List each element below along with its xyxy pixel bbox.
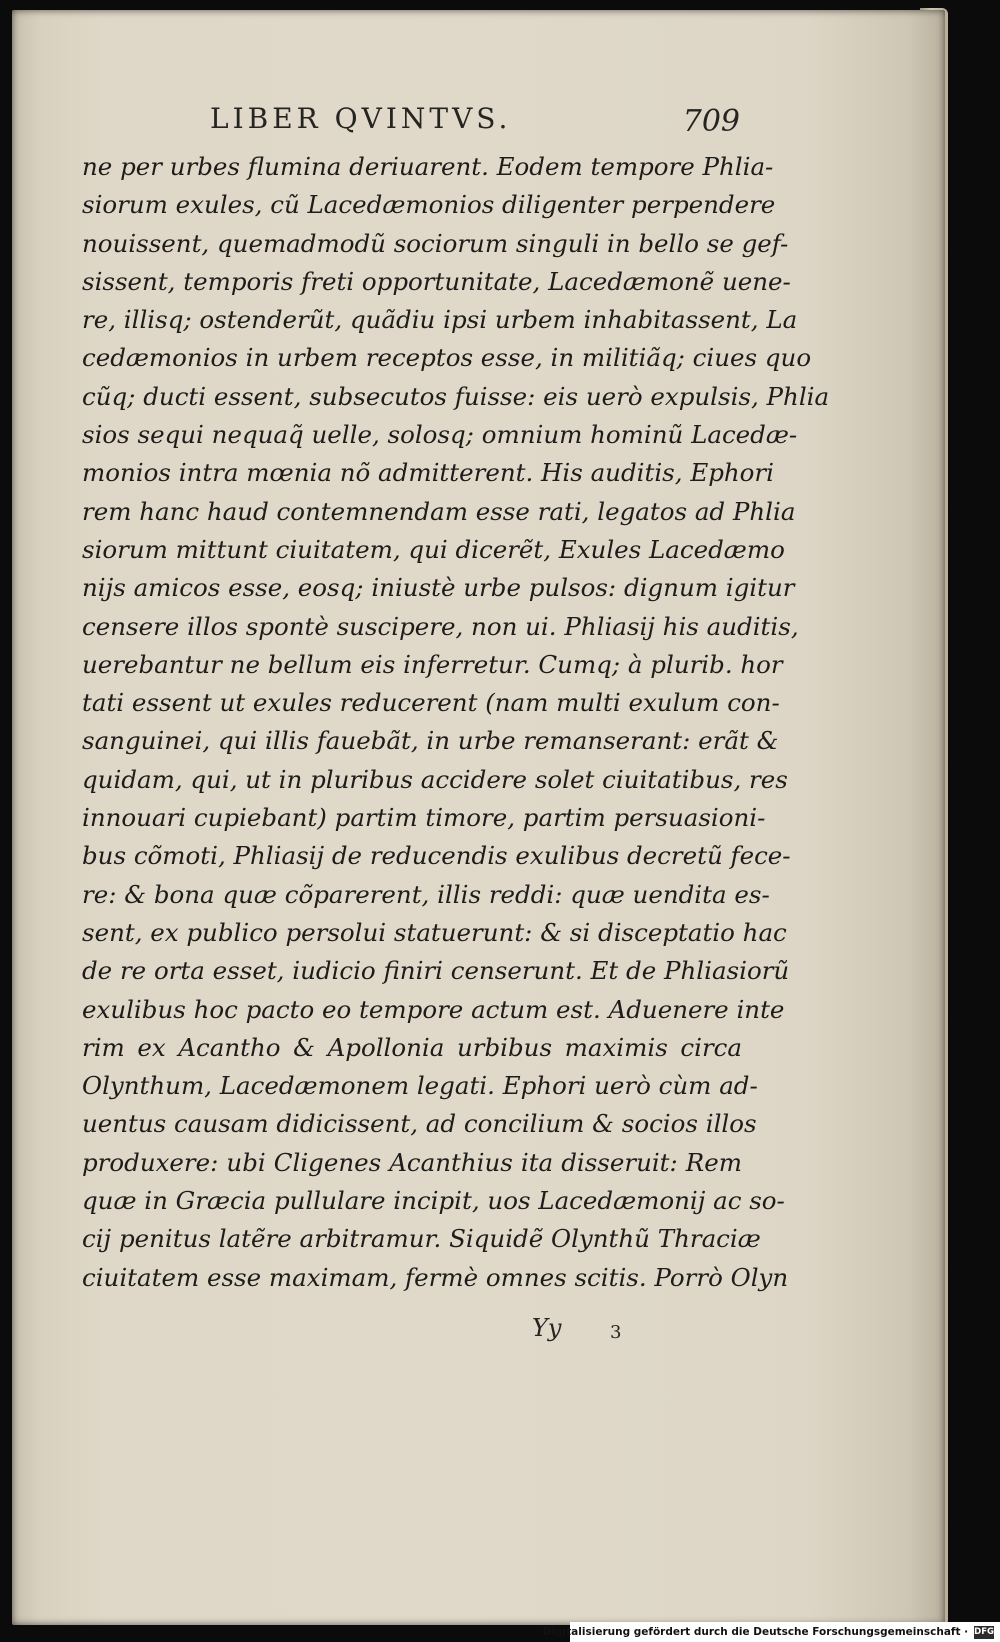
text-line: exulibus hoc pacto eo tempore actum est. Aduenere inte	[82, 994, 785, 1024]
text-line: cedæmonios in urbem receptos esse, in militiãq; ciues quo	[82, 343, 812, 373]
signature-number: 3	[610, 1322, 622, 1343]
text-line: cij penitus latẽre arbitramur. Siquidẽ Olynthũ Thraciæ	[82, 1224, 761, 1254]
text-line: siorum exules, cũ Lacedæmonios diligenter perpendere	[82, 190, 776, 220]
running-title: LIBER QVINTVS.	[210, 102, 512, 135]
text-line: censere illos spontè suscipere, non ui. Phliasij his auditis,	[82, 611, 799, 641]
signature-letters: Yy	[532, 1314, 562, 1342]
text-line: innouari cupiebant) partim timore, partim persuasioni-	[82, 803, 766, 833]
text-line: nijs amicos esse, eosq; iniustè urbe pulsos: dignum igitur	[82, 573, 795, 603]
text-line: rim ex Acantho & Apollonia urbibus maximis circa	[82, 1032, 742, 1062]
text-line: sios sequi nequaq̃ uelle, solosq; omnium hominũ Lacedæ-	[82, 420, 798, 450]
text-line: nouissent, quemadmodũ sociorum singuli in bello se gef-	[82, 228, 789, 258]
text-line: de re orta esset, iudicio finiri censerunt. Et de Phliasiorũ	[82, 956, 790, 986]
text-line: quidam, qui, ut in pluribus accidere solet ciuitatibus, res	[82, 764, 788, 794]
text-line: sent, ex publico persolui statuerunt: & si disceptatio hac	[82, 917, 787, 947]
text-line: monios intra mœnia nõ admitterent. His auditis, Ephori	[82, 458, 774, 488]
book-page	[12, 10, 945, 1625]
text-line: produxere: ubi Cligenes Acanthius ita disseruit: Rem	[82, 1147, 742, 1177]
text-line: bus cõmoti, Phliasij de reducendis exulibus decretũ fece-	[82, 841, 791, 871]
text-line: Olynthum, Lacedæmonem legati. Ephori uerò cùm ad-	[82, 1071, 758, 1101]
dfg-logo: DFG	[974, 1627, 994, 1637]
body-text	[82, 148, 830, 1297]
text-line: uerebantur ne bellum eis inferretur. Cumq; à plurib. hor	[82, 649, 783, 679]
text-line: uentus causam didicissent, ad concilium & socios illos	[82, 1109, 757, 1139]
text-line: quæ in Græcia pullulare incipit, uos Lacedæmonij ac so-	[82, 1186, 785, 1216]
digitization-credit: Digitalisierung gefördert durch die Deutsche Forschungsgemeinschaft ·	[542, 1626, 969, 1638]
text-line: rem hanc haud contemnendam esse rati, legatos ad Phlia	[82, 496, 796, 526]
text-line: sanguinei, qui illis fauebãt, in urbe remanserant: erãt &	[82, 726, 779, 756]
page-number: 709	[682, 104, 740, 139]
text-line: re, illisq; ostenderũt, quãdiu ipsi urbem inhabitassent, La	[82, 305, 798, 335]
signature-mark	[532, 1314, 642, 1354]
text-line: siorum mittunt ciuitatem, qui dicerẽt, Exules Lacedæmo	[82, 534, 785, 564]
text-line: tati essent ut exules reducerent (nam multi exulum con-	[82, 688, 780, 718]
text-line: ciuitatem esse maximam, fermè omnes scitis. Porrò Olyn	[82, 1262, 789, 1292]
running-head	[210, 102, 740, 142]
text-line: ne per urbes flumina deriuarent. Eodem tempore Phlia-	[82, 152, 774, 181]
text-line: re: & bona quæ cõparerent, illis reddi: quæ uendita es-	[82, 879, 770, 909]
text-line: cũq; ducti essent, subsecutos fuisse: eis uerò expulsis, Phlia	[82, 381, 830, 411]
text-line: sissent, temporis freti opportunitate, Lacedæmonẽ uene-	[82, 266, 791, 296]
digitization-credit-bar	[542, 1622, 1000, 1642]
